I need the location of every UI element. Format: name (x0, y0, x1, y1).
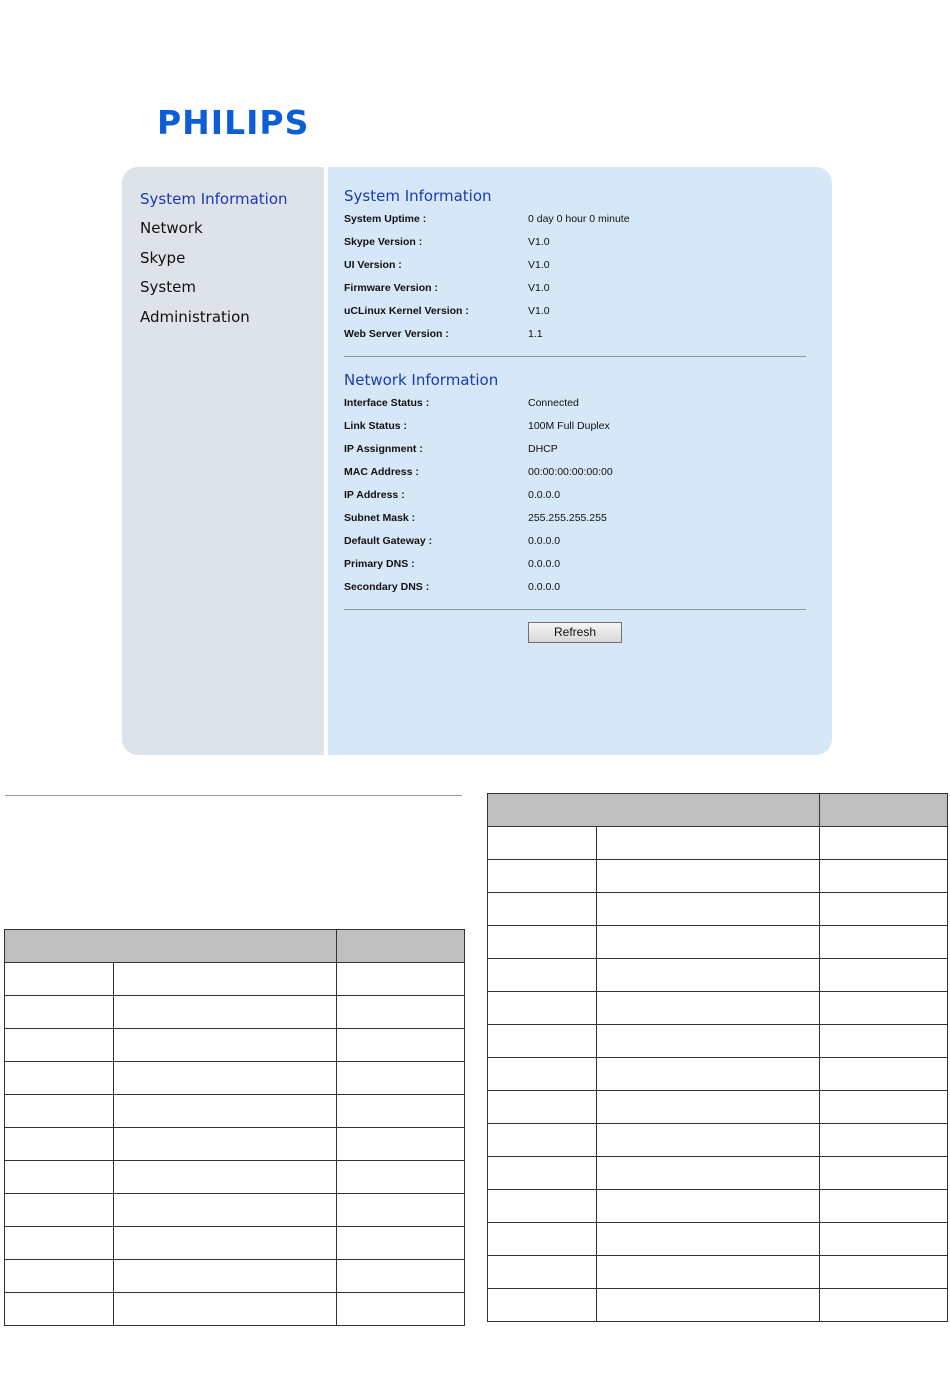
table-cell (820, 1190, 948, 1223)
primary-dns-label: Primary DNS : (344, 558, 415, 570)
table-cell (488, 1025, 597, 1058)
table-cell (113, 1260, 337, 1293)
table-cell (337, 963, 465, 996)
table-cell (337, 1293, 465, 1326)
system-information-heading: System Information (344, 187, 492, 205)
table-row (488, 1190, 948, 1223)
table-cell (596, 860, 820, 893)
table-row (488, 860, 948, 893)
table-cell (488, 1256, 597, 1289)
table-header-cell (488, 794, 820, 827)
data-table-right (487, 793, 948, 1322)
table-row (5, 996, 465, 1029)
table-cell (113, 1062, 337, 1095)
table-cell (596, 1025, 820, 1058)
mac-address-label: MAC Address : (344, 466, 419, 478)
ip-address-value: 0.0.0.0 (528, 489, 561, 501)
table-row (488, 959, 948, 992)
network-information-heading: Network Information (344, 371, 499, 389)
table-cell (5, 1260, 114, 1293)
table-cell (820, 1124, 948, 1157)
table-cell (820, 1058, 948, 1091)
table-cell (820, 959, 948, 992)
table-cell (820, 1025, 948, 1058)
table-row (5, 1293, 465, 1326)
table-cell (5, 1095, 114, 1128)
table-cell (820, 860, 948, 893)
table-row (488, 827, 948, 860)
table-cell (488, 1223, 597, 1256)
table-row (488, 1025, 948, 1058)
table-cell (596, 893, 820, 926)
mac-address-value: 00:00:00:00:00:00 (528, 466, 613, 478)
table-cell (113, 1293, 337, 1326)
section-divider (344, 356, 806, 357)
table-cell (113, 1227, 337, 1260)
table-header-row (5, 930, 465, 963)
ip-assignment-label: IP Assignment : (344, 443, 423, 455)
refresh-button[interactable]: Refresh (528, 622, 622, 643)
ip-address-label: IP Address : (344, 489, 405, 501)
default-gateway-value: 0.0.0.0 (528, 535, 561, 547)
interface-status-label: Interface Status : (344, 397, 430, 409)
table-cell (113, 996, 337, 1029)
table-cell (596, 1289, 820, 1322)
table-cell (596, 1091, 820, 1124)
system-uptime-label: System Uptime : (344, 213, 427, 225)
kernel-version-value: V1.0 (528, 305, 550, 317)
table-row (5, 1062, 465, 1095)
table-cell (820, 926, 948, 959)
ip-assignment-value: DHCP (528, 443, 558, 455)
table-cell (820, 1157, 948, 1190)
table-cell (596, 1058, 820, 1091)
sidebar-divider (324, 167, 328, 755)
table-cell (113, 1029, 337, 1062)
table-cell (337, 1062, 465, 1095)
table-cell (5, 1293, 114, 1326)
ui-version-value: V1.0 (528, 259, 550, 271)
table-cell (596, 1124, 820, 1157)
table-row (488, 926, 948, 959)
table-cell (488, 992, 597, 1025)
page-divider (5, 795, 462, 796)
table-cell (820, 1091, 948, 1124)
table-row (488, 1058, 948, 1091)
table-cell (488, 1091, 597, 1124)
table-cell (113, 1128, 337, 1161)
link-status-value: 100M Full Duplex (528, 420, 610, 432)
table-row (5, 1095, 465, 1128)
table-cell (596, 1157, 820, 1190)
data-table-left (4, 929, 465, 1326)
table-cell (5, 996, 114, 1029)
web-server-version-label: Web Server Version : (344, 328, 449, 340)
skype-version-value: V1.0 (528, 236, 550, 248)
kernel-version-label: uCLinux Kernel Version : (344, 305, 469, 317)
subnet-mask-value: 255.255.255.255 (528, 512, 607, 524)
sidebar-item-system[interactable]: System (140, 278, 196, 296)
table-row (5, 1260, 465, 1293)
table-cell (488, 860, 597, 893)
table-row (5, 1227, 465, 1260)
table-header-cell (337, 930, 465, 963)
table-cell (488, 1190, 597, 1223)
table-cell (820, 1256, 948, 1289)
system-uptime-value: 0 day 0 hour 0 minute (528, 213, 630, 225)
table-row (488, 1289, 948, 1322)
table-cell (596, 1190, 820, 1223)
table-cell (337, 996, 465, 1029)
table-row (488, 1124, 948, 1157)
default-gateway-label: Default Gateway : (344, 535, 433, 547)
table-cell (5, 1227, 114, 1260)
table-cell (488, 1124, 597, 1157)
table-cell (596, 926, 820, 959)
table-row (5, 1161, 465, 1194)
table-row (488, 1256, 948, 1289)
table-cell (113, 963, 337, 996)
table-cell (337, 1128, 465, 1161)
table-cell (488, 1289, 597, 1322)
table-cell (113, 1161, 337, 1194)
table-row (488, 893, 948, 926)
table-cell (488, 1157, 597, 1190)
table-row (5, 1194, 465, 1227)
table-cell (488, 926, 597, 959)
philips-logo: PHILIPS (157, 103, 310, 142)
table-cell (820, 827, 948, 860)
subnet-mask-label: Subnet Mask : (344, 512, 416, 524)
table-cell (5, 963, 114, 996)
ui-version-label: UI Version : (344, 259, 402, 271)
table-cell (596, 1256, 820, 1289)
table-cell (5, 1029, 114, 1062)
table-cell (488, 893, 597, 926)
table-row (488, 1157, 948, 1190)
table-header-cell (5, 930, 337, 963)
section-divider (344, 609, 806, 610)
table-cell (820, 992, 948, 1025)
table-cell (488, 959, 597, 992)
firmware-version-value: V1.0 (528, 282, 550, 294)
table-cell (337, 1260, 465, 1293)
sidebar-item-system-information[interactable]: System Information (140, 190, 288, 208)
table-cell (337, 1095, 465, 1128)
main-content (344, 167, 806, 755)
table-cell (337, 1161, 465, 1194)
table-cell (820, 1289, 948, 1322)
table-row (5, 1128, 465, 1161)
table-cell (596, 1223, 820, 1256)
sidebar-item-network[interactable]: Network (140, 219, 203, 237)
sidebar-item-administration[interactable]: Administration (140, 308, 250, 326)
table-cell (596, 992, 820, 1025)
table-cell (5, 1194, 114, 1227)
table-cell (337, 1029, 465, 1062)
table-cell (113, 1095, 337, 1128)
table-cell (820, 893, 948, 926)
table-header-cell (820, 794, 948, 827)
sidebar-item-skype[interactable]: Skype (140, 249, 186, 267)
table-cell (596, 827, 820, 860)
link-status-label: Link Status : (344, 420, 408, 432)
table-cell (596, 959, 820, 992)
table-header-row (488, 794, 948, 827)
table-cell (113, 1194, 337, 1227)
table-cell (488, 1058, 597, 1091)
interface-status-value: Connected (528, 397, 579, 409)
table-row (5, 963, 465, 996)
skype-version-label: Skype Version : (344, 236, 423, 248)
sidebar (122, 167, 324, 755)
table-cell (5, 1128, 114, 1161)
web-server-version-value: 1.1 (528, 328, 543, 340)
secondary-dns-label: Secondary DNS : (344, 581, 430, 593)
secondary-dns-value: 0.0.0.0 (528, 581, 561, 593)
table-row (5, 1029, 465, 1062)
table-row (488, 992, 948, 1025)
table-cell (5, 1161, 114, 1194)
table-row (488, 1223, 948, 1256)
web-config-panel (122, 167, 832, 755)
table-cell (488, 827, 597, 860)
firmware-version-label: Firmware Version : (344, 282, 438, 294)
table-cell (5, 1062, 114, 1095)
table-row (488, 1091, 948, 1124)
table-cell (337, 1194, 465, 1227)
table-cell (337, 1227, 465, 1260)
table-cell (820, 1223, 948, 1256)
primary-dns-value: 0.0.0.0 (528, 558, 561, 570)
